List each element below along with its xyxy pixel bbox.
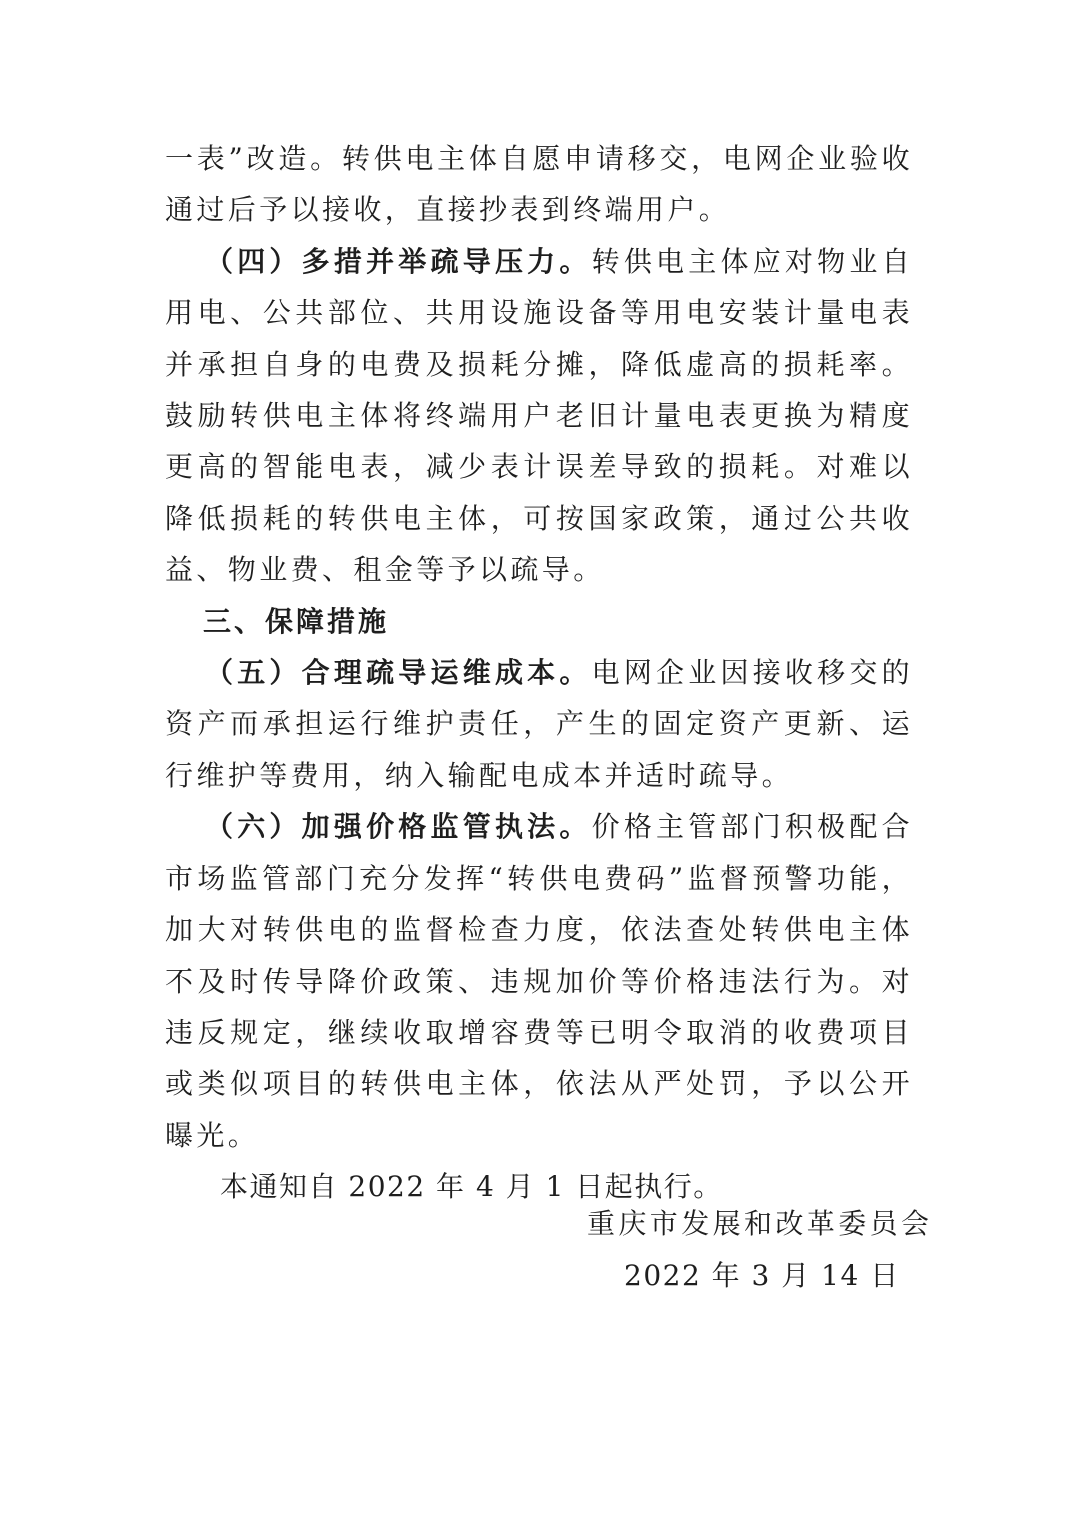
item-4-text: 转供电主体应对物业自用电、公共部位、共用设施设备等用电安装计量电表并承担自身的电费及损耗分摊，降低虚高的损耗率。鼓励转供电主体将终端用户老旧计量电表更换为精度更高的智能电表，减少表计误差导致的损耗。对难以降低损耗的转供电主体，可按国家政策，通过公共收益、物业费、租金等予以疏导。	[165, 244, 913, 587]
paragraph-item-6	[165, 801, 913, 1161]
item-5-text: 电网企业因接收移交的资产而承担运行维护责任，产生的固定资产更新、运行维护等费用，纳入输配电成本并适时疏导。	[165, 656, 913, 792]
paragraph-item-5	[165, 647, 913, 801]
item-6-heading: （六）加强价格监管执法。	[205, 810, 592, 844]
signature-organization: 重庆市发展和改革委员会	[587, 1207, 933, 1240]
paragraph-continuation: 一表”改造。转供电主体自愿申请移交，电网企业验收通过后予以接收，直接抄表到终端用户。	[165, 142, 913, 227]
signature-date: 2022 年 3 月 14 日	[624, 1259, 900, 1292]
item-5-heading: （五）合理疏导运维成本。	[205, 656, 592, 690]
effective-date-statement: 本通知自 2022 年 4 月 1 日起执行。	[220, 1170, 723, 1204]
section-heading: 三、保障措施	[203, 604, 390, 638]
paragraph-item-4	[165, 236, 913, 596]
item-4-heading: （四）多措并举疏导压力。	[205, 244, 592, 278]
document-body	[165, 133, 913, 1213]
item-6-text: 价格主管部门积极配合市场监管部门充分发挥“转供电费码”监督预警功能，加大对转供电的监督检查力度，依法查处转供电主体不及时传导降价政策、违规加价等价格违法行为。对违反规定，继续收取增容费等已明令取消的收费项目或类似项目的转供电主体，依法从严处罚，予以公开曝光。	[165, 810, 913, 1152]
